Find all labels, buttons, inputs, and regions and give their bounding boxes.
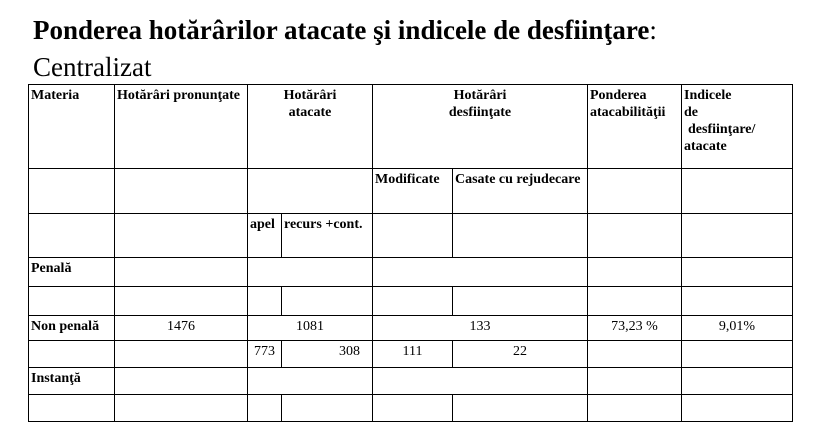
table-row-penala-detail	[29, 287, 793, 316]
empty-cell	[29, 395, 115, 422]
empty-cell	[248, 258, 373, 287]
empty-cell	[282, 287, 373, 316]
empty-cell	[115, 341, 248, 368]
table-row-instanta-detail	[29, 395, 793, 422]
header-indicele	[682, 85, 793, 169]
report-title	[33, 14, 657, 46]
empty-cell	[588, 368, 682, 395]
value-pronuntate: 1476	[115, 316, 248, 341]
report-title-main: Ponderea hotărârilor atacate şi indicele de desfiinţare	[33, 15, 650, 45]
header-casate: Casate cu rejudecare	[453, 169, 588, 214]
row-label-non-penala: Non penală	[29, 316, 115, 341]
header-pronuntate: Hotărâri pronunţate	[115, 85, 248, 169]
header-atacate-line2: atacate	[288, 105, 332, 120]
empty-cell	[29, 169, 115, 214]
value-indicele: 9,01%	[682, 316, 793, 341]
header-desfiintate-line2: desfiinţate	[448, 105, 512, 120]
table-row-non-penala-detail	[29, 341, 793, 368]
empty-cell	[373, 214, 453, 258]
empty-cell	[115, 214, 248, 258]
header-desfiintate-line1: Hotărâri	[453, 88, 507, 103]
report-title-colon: :	[649, 15, 657, 45]
empty-cell	[282, 395, 373, 422]
table-row-non-penala	[29, 316, 793, 341]
header-ponderea	[588, 85, 682, 169]
header-ponderea-line2: atacabilităţii	[590, 105, 666, 120]
header-ponderea-line1: Ponderea	[590, 88, 647, 103]
value-ponderea: 73,23 %	[588, 316, 682, 341]
empty-cell	[682, 214, 793, 258]
empty-cell	[115, 368, 248, 395]
empty-cell	[453, 287, 588, 316]
empty-cell	[115, 258, 248, 287]
header-recurs: recurs +cont.	[282, 214, 373, 258]
row-label-penala: Penală	[29, 258, 115, 287]
empty-cell	[248, 169, 373, 214]
header-desfiintate	[373, 85, 588, 169]
header-atacate	[248, 85, 373, 169]
empty-cell	[115, 287, 248, 316]
empty-cell	[682, 395, 793, 422]
empty-cell	[682, 368, 793, 395]
header-materia: Materia	[29, 85, 115, 169]
empty-cell	[29, 214, 115, 258]
header-atacate-line1: Hotărâri	[283, 88, 337, 103]
header-apel: apel	[248, 214, 282, 258]
value-desfiintate: 133	[373, 316, 588, 341]
empty-cell	[682, 258, 793, 287]
empty-cell	[248, 395, 282, 422]
empty-cell	[588, 287, 682, 316]
header-row-sub	[29, 169, 793, 214]
empty-cell	[453, 395, 588, 422]
empty-cell	[682, 341, 793, 368]
empty-cell	[248, 287, 282, 316]
table-row-penala	[29, 258, 793, 287]
empty-cell	[115, 395, 248, 422]
value-recurs: 308	[282, 341, 373, 368]
empty-cell	[588, 341, 682, 368]
row-label-instanta: Instanţă	[29, 368, 115, 395]
header-modificate: Modificate	[373, 169, 453, 214]
empty-cell	[248, 368, 373, 395]
empty-cell	[29, 287, 115, 316]
value-atacate: 1081	[248, 316, 373, 341]
header-indicele-line1: Indicele	[684, 88, 732, 103]
empty-cell	[588, 169, 682, 214]
empty-cell	[29, 341, 115, 368]
statistics-table	[28, 84, 793, 422]
empty-cell	[588, 258, 682, 287]
empty-cell	[588, 214, 682, 258]
empty-cell	[373, 258, 588, 287]
empty-cell	[453, 214, 588, 258]
value-apel: 773	[248, 341, 282, 368]
empty-cell	[682, 169, 793, 214]
empty-cell	[588, 395, 682, 422]
empty-cell	[373, 368, 588, 395]
header-row-main	[29, 85, 793, 169]
report-subtitle: Centralizat	[33, 52, 152, 82]
value-modificate: 111	[373, 341, 453, 368]
value-casate: 22	[453, 341, 588, 368]
empty-cell	[115, 169, 248, 214]
table-row-instanta	[29, 368, 793, 395]
header-indicele-line4: atacate	[684, 139, 727, 154]
header-row-apel-recurs	[29, 214, 793, 258]
header-indicele-line3: desfiinţare/	[688, 122, 756, 137]
header-indicele-line2: de	[684, 105, 698, 120]
empty-cell	[373, 395, 453, 422]
empty-cell	[682, 287, 793, 316]
empty-cell	[373, 287, 453, 316]
